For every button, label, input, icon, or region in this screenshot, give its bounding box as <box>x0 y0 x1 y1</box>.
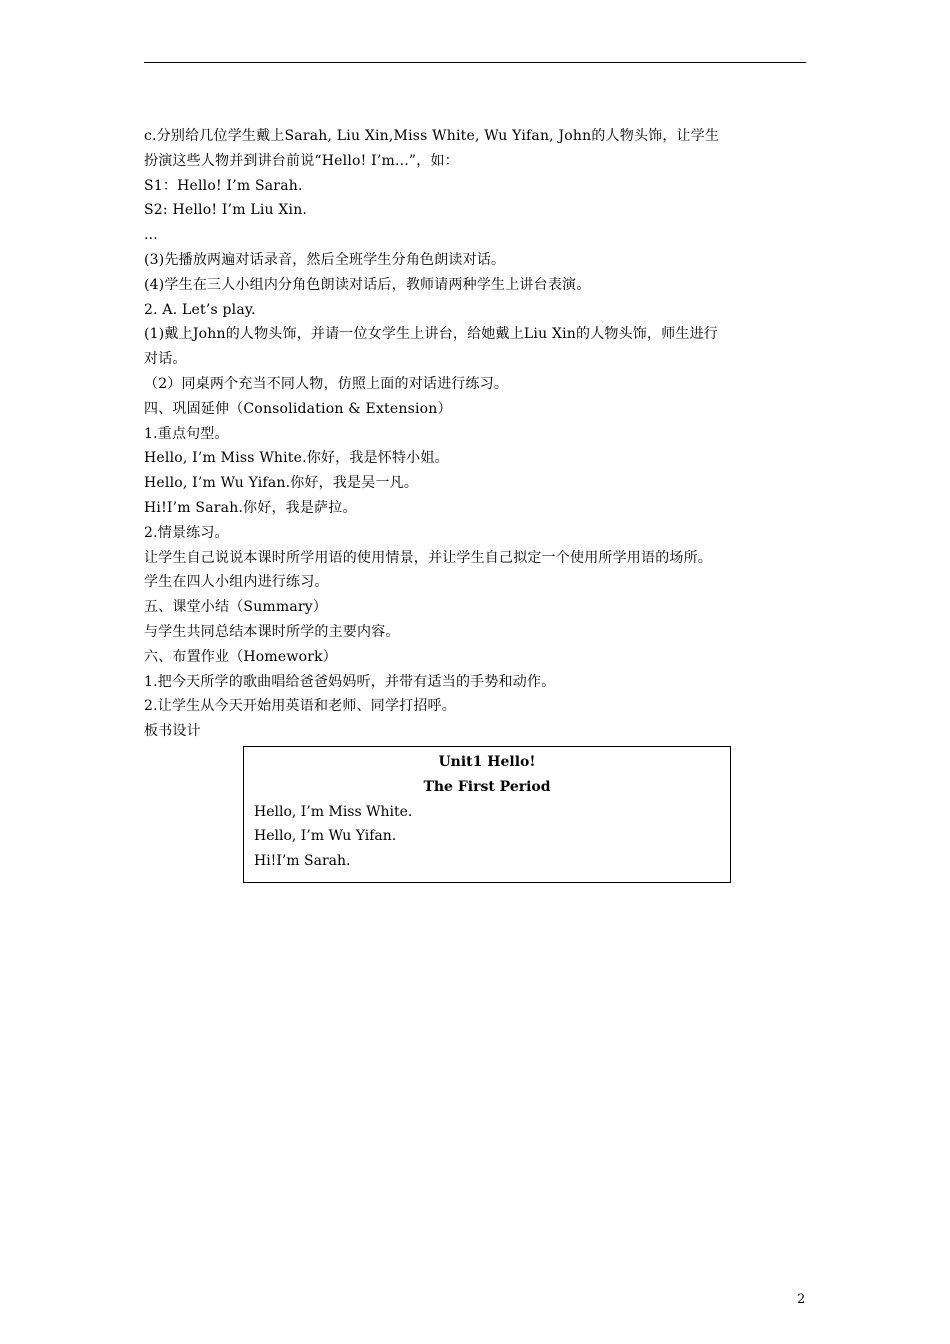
board-subtitle: The First Period <box>423 778 551 795</box>
section-heading: 六、布置作业（Homework） <box>144 648 337 665</box>
text-line: 学生在四人小组内进行练习。 <box>144 574 329 591</box>
text-line: S2: Hello! I’m Liu Xin. <box>144 202 308 219</box>
text-line: 对话。 <box>144 351 187 368</box>
text-line: 与学生共同总结本课时所学的主要内容。 <box>144 623 400 640</box>
text-line: Hello, I’m Wu Yifan.你好，我是吴一凡。 <box>144 475 419 492</box>
text-line: 1.重点句型。 <box>144 425 229 442</box>
text-line: (1)戴上John的人物头饰，并请一位女学生上讲台，给她戴上Liu Xin的人物头饰，师生进行 <box>144 326 719 343</box>
text-line: (4)学生在三人小组内分角色朗读对话后，教师请两种学生上讲台表演。 <box>144 276 591 293</box>
board-line: Hi!I’m Sarah. <box>254 853 351 870</box>
board-design-label: 板书设计 <box>144 723 201 740</box>
board-line: Hello, I’m Miss White. <box>254 803 413 820</box>
text-line: S1：Hello! I’m Sarah. <box>144 177 303 194</box>
text-line: 2. A. Let’s play. <box>144 301 256 318</box>
text-line: （2）同桌两个充当不同人物，仿照上面的对话进行练习。 <box>144 375 509 392</box>
text-line: (3)先播放两遍对话录音，然后全班学生分角色朗读对话。 <box>144 251 506 268</box>
text-line: ... <box>144 227 158 244</box>
page-number: 2 <box>797 1292 806 1307</box>
text-line: 让学生自己说说本课时所学用语的使用情景，并让学生自己拟定一个使用所学用语的场所。 <box>144 549 712 566</box>
text-line: 2.情景练习。 <box>144 524 229 541</box>
text-line: 2.让学生从今天开始用英语和老师、同学打招呼。 <box>144 698 456 715</box>
text-line: Hi!I’m Sarah.你好，我是萨拉。 <box>144 499 357 516</box>
header-rule <box>144 62 806 63</box>
text-line: Hello, I’m Miss White.你好，我是怀特小姐。 <box>144 450 449 467</box>
board-line: Hello, I’m Wu Yifan. <box>254 828 397 845</box>
board-title: Unit1 Hello! <box>438 754 536 770</box>
section-heading: 五、课堂小结（Summary） <box>144 599 328 616</box>
document-body <box>144 124 810 744</box>
blackboard-design-box <box>243 746 731 883</box>
text-line: 1.把今天所学的歌曲唱给爸爸妈妈听，并带有适当的手势和动作。 <box>144 673 556 690</box>
text-line: 扮演这些人物并到讲台前说“Hello! I’m...”，如： <box>144 152 459 169</box>
section-heading: 四、巩固延伸（Consolidation & Extension） <box>144 400 452 417</box>
text-line: c.分别给几位学生戴上Sarah, Liu Xin,Miss White, Wu Yifan, John的人物头饰，让学生 <box>144 128 720 144</box>
